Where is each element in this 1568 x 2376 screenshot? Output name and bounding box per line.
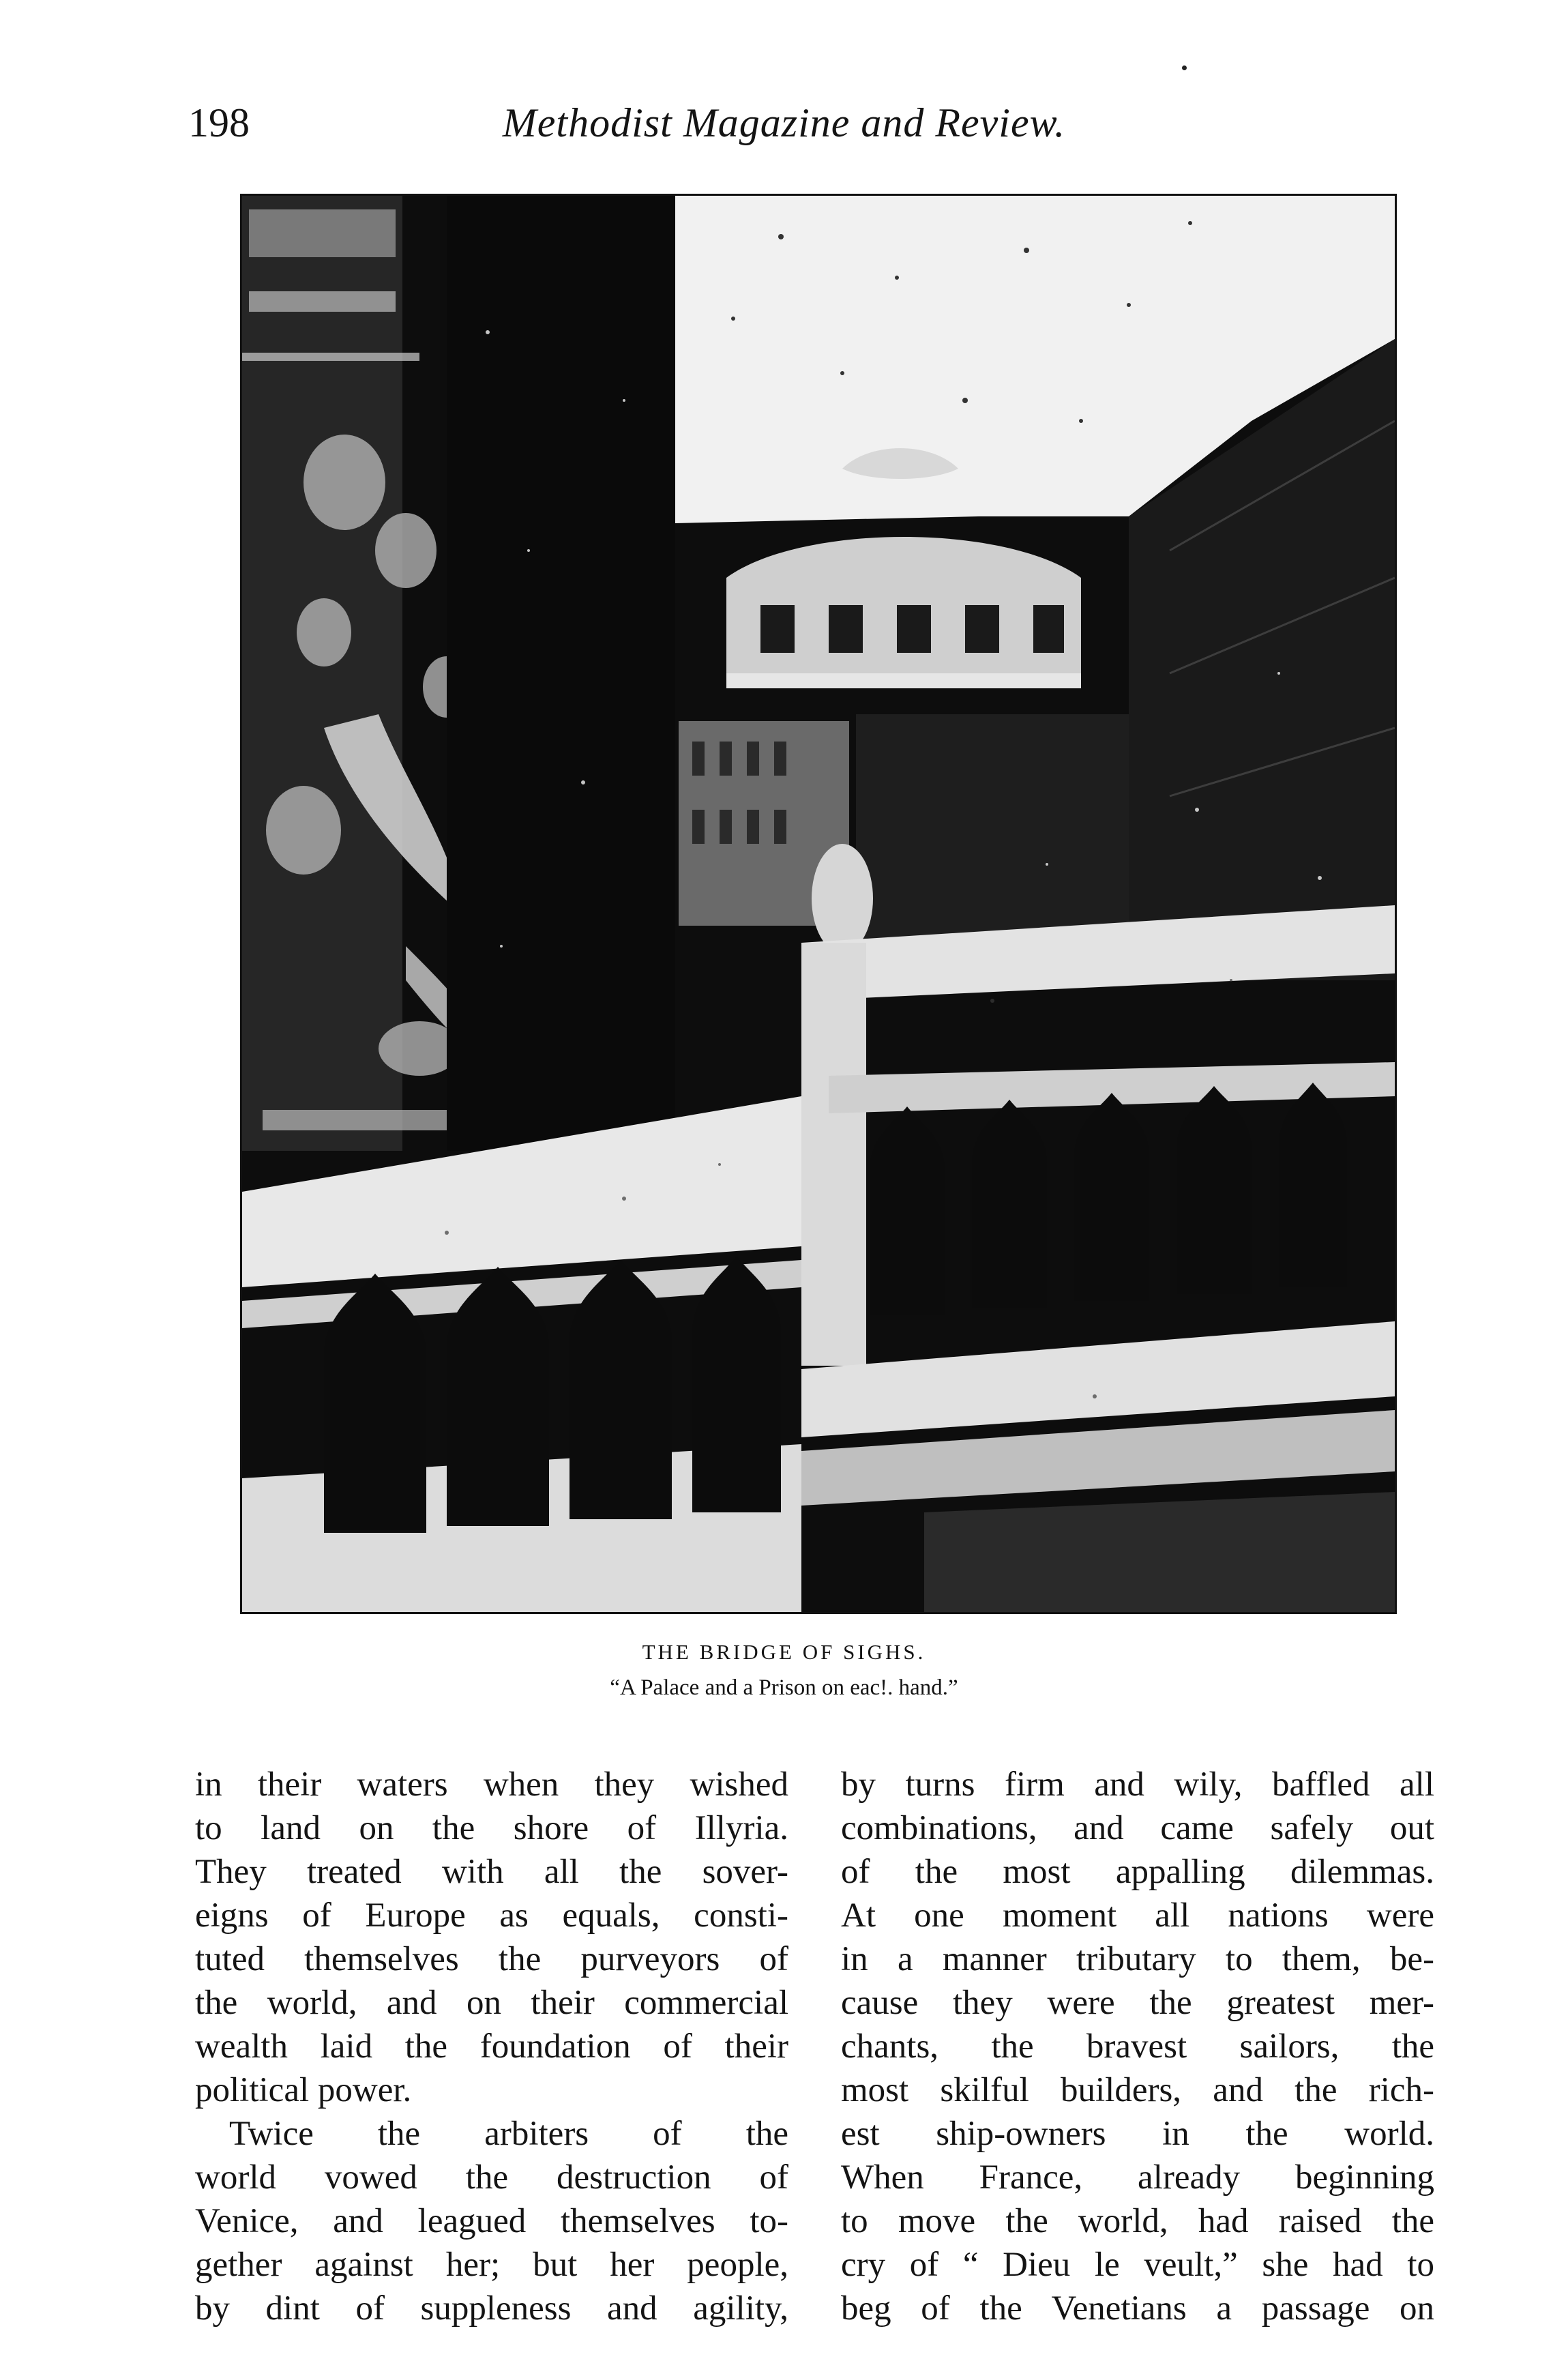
text-line: world vowed the destruction of	[195, 2158, 788, 2197]
figure-caption-title: THE BRIDGE OF SIGHS.	[642, 1640, 926, 1664]
text-line: beg of the Venetians a passage on	[841, 2289, 1434, 2328]
text-line: in their waters when they wished	[195, 1765, 788, 1804]
running-title: Methodist Magazine and Review.	[502, 100, 1066, 145]
photograph-illustration	[242, 196, 1395, 1612]
text-line: gether against her; but her people,	[195, 2246, 788, 2284]
text-line: political power.	[195, 2071, 412, 2109]
text-line: wealth laid the foundation of their	[195, 2027, 788, 2066]
text-line: to land on the shore of Illyria.	[195, 1809, 788, 1847]
text-line: eigns of Europe as equals, consti-	[195, 1896, 788, 1935]
text-line: cause they were the greatest mer-	[841, 1984, 1434, 2022]
text-line: tuted themselves the purveyors of	[195, 1940, 788, 1978]
text-line: combinations, and came safely out	[841, 1809, 1434, 1847]
text-line: of the most appalling dilemmas.	[841, 1853, 1434, 1891]
figure-caption-subtitle: “A Palace and a Prison on eac!. hand.”	[610, 1675, 958, 1700]
text-line: When France, already beginning	[841, 2158, 1434, 2197]
text-line: est ship-owners in the world.	[841, 2115, 1434, 2153]
page-number: 198	[188, 100, 250, 145]
bridge-of-sighs-photograph	[240, 194, 1397, 1614]
text-line: by dint of suppleness and agility,	[195, 2289, 788, 2328]
text-line: in a manner tributary to them, be-	[841, 1940, 1434, 1978]
text-line: Venice, and leagued themselves to-	[195, 2202, 788, 2240]
text-line: chants, the bravest sailors, the	[841, 2027, 1434, 2066]
text-line: to move the world, had raised the	[841, 2202, 1434, 2240]
left-text-column	[195, 1763, 788, 2363]
text-line: Twice the arbiters of the	[229, 2115, 788, 2153]
text-line: They treated with all the sover-	[195, 1853, 788, 1891]
text-line: by turns firm and wily, baffled all	[841, 1765, 1434, 1804]
text-line: the world, and on their commercial	[195, 1984, 788, 2022]
print-speck	[1182, 65, 1187, 70]
text-line: cry of “ Dieu le veult,” she had to	[841, 2246, 1434, 2284]
text-line: most skilful builders, and the rich-	[841, 2071, 1434, 2109]
text-line: At one moment all nations were	[841, 1896, 1434, 1935]
right-text-column	[841, 1763, 1434, 2363]
running-head	[0, 96, 1568, 150]
